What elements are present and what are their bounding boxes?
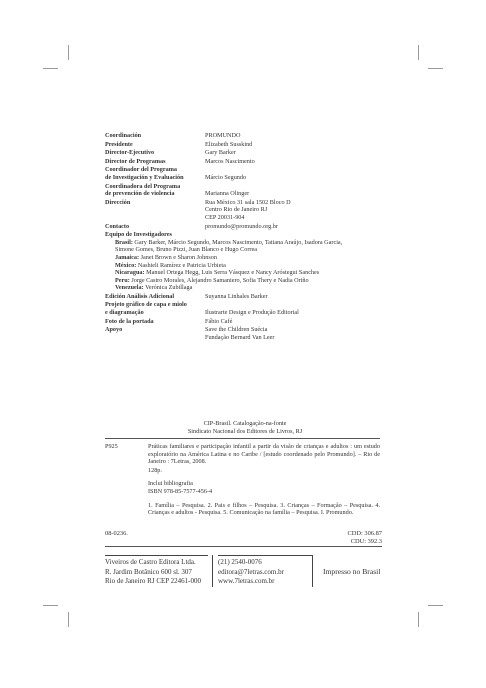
credit-value: CEP 20031-904 bbox=[205, 213, 245, 221]
team-line bbox=[105, 277, 425, 285]
credit-label: Coordinación bbox=[105, 132, 142, 139]
team-heading: Equipo de Investigadores bbox=[105, 231, 172, 239]
credit-label: de prevención de violencia bbox=[105, 190, 175, 198]
team-line bbox=[105, 254, 425, 262]
credit-label: Director-Ejecutivo bbox=[105, 149, 155, 157]
credit-value: Fundação Bernard Van Leer bbox=[205, 333, 275, 341]
cip-isbn: ISBN 978-85-7577-456-4 bbox=[148, 487, 213, 495]
credit-value: Marcos Nascimento bbox=[205, 157, 255, 165]
credit-value: Rua México 31 sala 1502 Bloco D bbox=[205, 198, 291, 206]
contact-line: www.7letras.com.br bbox=[218, 577, 275, 585]
credit-row bbox=[105, 166, 425, 174]
publisher-line: Viveiros de Castro Editora Ltda. bbox=[105, 558, 196, 566]
crop-mark bbox=[68, 612, 69, 627]
credit-row bbox=[105, 132, 425, 140]
credit-value bbox=[205, 183, 425, 191]
credit-value bbox=[205, 301, 425, 309]
credit-row bbox=[105, 141, 425, 149]
crop-mark bbox=[68, 45, 69, 60]
team-names: Manuel Ortega Hegg, Luis Serra Vásquez e Nancy Aróstegui Sanches bbox=[146, 269, 320, 277]
team-country: Nicaragua: bbox=[115, 269, 145, 277]
crop-mark bbox=[418, 45, 419, 60]
crop-mark bbox=[428, 68, 443, 69]
credit-label: Apoyo bbox=[105, 326, 123, 334]
credit-label: de Investigación y Evaluación bbox=[105, 173, 184, 181]
credit-label: e diagramação bbox=[105, 309, 144, 317]
credit-row bbox=[105, 214, 425, 222]
credit-label: Contacto bbox=[105, 222, 130, 230]
credit-value: Centro Rio de Janeiro RJ bbox=[205, 206, 268, 214]
team-names: Verónica Zubillaga bbox=[145, 284, 193, 292]
credit-value: Márcio Segundo bbox=[205, 173, 247, 181]
credit-label: Director de Programas bbox=[105, 157, 166, 165]
cip-code: P925 bbox=[105, 443, 118, 450]
publisher-address bbox=[105, 555, 213, 587]
cip-codes bbox=[348, 530, 382, 546]
credit-row bbox=[105, 334, 425, 342]
credit-row bbox=[105, 158, 425, 166]
publisher-footer bbox=[105, 555, 390, 587]
contact-line: editora@7letras.com.br bbox=[218, 567, 284, 576]
team-line bbox=[105, 239, 425, 247]
cip-bottom-rule bbox=[105, 546, 382, 547]
team-line bbox=[105, 262, 425, 270]
credit-row bbox=[105, 206, 425, 214]
credit-value bbox=[205, 166, 425, 174]
credit-label: Foto de la portada bbox=[105, 317, 154, 325]
credit-label: Coordinador del Programa bbox=[105, 166, 177, 174]
credit-label: Presidente bbox=[105, 140, 133, 148]
credit-row bbox=[105, 199, 425, 207]
crop-mark bbox=[43, 605, 58, 606]
credit-row bbox=[105, 174, 425, 182]
credit-value: Fábio Café bbox=[205, 317, 233, 325]
credit-value: Save the Children Suécia bbox=[205, 326, 268, 334]
crop-mark bbox=[428, 605, 443, 606]
publisher-contact bbox=[213, 555, 313, 587]
cip-record-number: 08-0236. bbox=[105, 530, 128, 537]
cip-header-line: Sindicato Nacional dos Editores de Livros, RJ bbox=[187, 427, 303, 435]
credit-row bbox=[105, 318, 425, 326]
credit-row bbox=[105, 149, 425, 157]
team-names: Gary Barker, Márcio Segundo, Marcos Nascimento, Tatiana Araújo, Isadora Garcia, bbox=[134, 238, 343, 246]
cip-subjects: 1. Família – Pesquisa. 2. Pais e filhos – Pesquisa. 3. Crianças – Formação – Pesquisa. 4. Crianças e adultos - Pesquisa. 5. Comunicação na família – Pesquisa. I. Promundo. bbox=[148, 501, 380, 517]
credit-value: Ilustrarte Design e Produção Editorial bbox=[205, 309, 299, 317]
credit-label: Edición Análisis Adicional bbox=[105, 292, 175, 300]
credit-row bbox=[105, 190, 425, 198]
credit-row bbox=[105, 223, 425, 231]
publisher-line: Rio de Janeiro RJ CEP 22461-000 bbox=[105, 577, 201, 585]
credit-label: Projeto gráfico de capa e miolo bbox=[105, 301, 187, 309]
cdu-code: CDU: 392.3 bbox=[350, 537, 382, 545]
cdd-code: CDD: 306.87 bbox=[347, 530, 382, 537]
publisher-line: R. Jardim Botânico 600 sl. 307 bbox=[105, 567, 192, 576]
cip-classification bbox=[105, 530, 382, 547]
team-names: Jorge Castro Morales, Alejandro Samaniero, Sofia Thery e Nadia Oriño bbox=[131, 276, 309, 284]
cip-header-line: CIP-Brasil. Catalogação-na-fonte bbox=[203, 420, 287, 427]
credit-row bbox=[105, 301, 425, 309]
credit-value: promundo@promundo.org.br bbox=[205, 222, 278, 230]
contact-line: (21) 2540-0076 bbox=[218, 558, 262, 566]
team-country: Jamaica: bbox=[115, 253, 140, 261]
credit-value: Gary Barker bbox=[205, 149, 236, 157]
cip-record bbox=[105, 438, 380, 523]
team-country: Brasil: bbox=[115, 238, 133, 246]
team-line bbox=[105, 269, 425, 277]
credit-label: Dirección bbox=[105, 198, 131, 206]
cip-biblio: Inclui bibliografia bbox=[148, 480, 193, 488]
cip-pages: 128p. bbox=[148, 466, 162, 474]
team-names: Nashieli Ramírez e Patricia Urbieta bbox=[137, 261, 226, 269]
credit-row bbox=[105, 309, 425, 317]
crop-mark bbox=[418, 612, 419, 627]
team-names: Janet Brown e Sharon Johnson bbox=[140, 253, 217, 261]
credit-label: Coordinadora del Programa bbox=[105, 182, 181, 190]
credit-row bbox=[105, 183, 425, 191]
team-line bbox=[105, 284, 425, 292]
credit-value: Marianna Olinger bbox=[205, 190, 250, 198]
research-team bbox=[105, 231, 425, 292]
team-country: México: bbox=[115, 261, 137, 269]
credits-block bbox=[105, 132, 425, 341]
credit-value: Elizabeth Susskind bbox=[205, 140, 253, 148]
team-line bbox=[105, 246, 425, 254]
cip-body bbox=[148, 443, 380, 517]
team-country: Peru: bbox=[115, 276, 130, 284]
credit-row bbox=[105, 326, 425, 334]
cip-top-rule bbox=[105, 438, 380, 439]
credit-value: Suyanna Linhales Barker bbox=[205, 292, 268, 300]
credit-row bbox=[105, 293, 425, 301]
credit-value: PROMUNDO bbox=[205, 132, 241, 139]
team-names: Simone Gomes, Bruno Pizzi, Juan Blanco e Hugo Correa bbox=[115, 246, 257, 254]
cip-entry: Práticas familiares e participação infantil a partir da visão de crianças e adultos : um estudo exploratório na América Latina e no Caribe / [estudo coordenado pelo Promundo]. – Rio de Janeiro : 7Letras, 2008. bbox=[148, 443, 380, 466]
cip-header bbox=[105, 420, 385, 435]
printed-in: Impresso no Brasil bbox=[323, 567, 381, 576]
crop-mark bbox=[43, 68, 58, 69]
team-country: Venezuela: bbox=[115, 284, 144, 292]
